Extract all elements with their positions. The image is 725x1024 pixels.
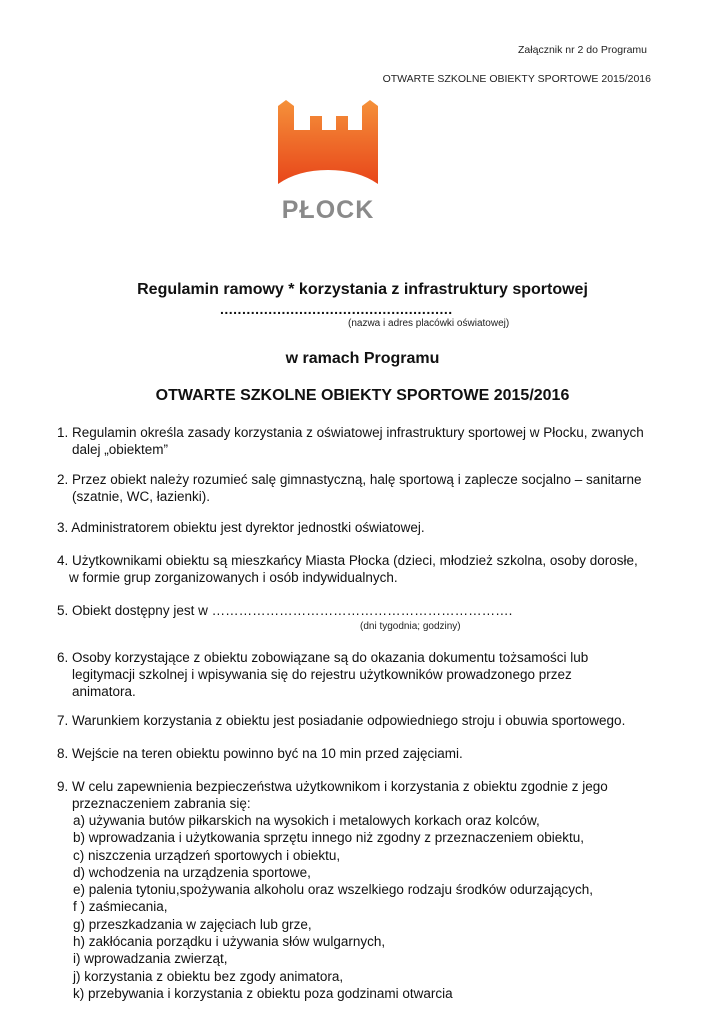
rule-2-line-2: (szatnie, WC, łazienki). xyxy=(72,489,211,504)
list-item: g) przeszkadzania w zajęciach lub grze, xyxy=(73,916,312,932)
rule-4 xyxy=(57,552,685,586)
rule-6 xyxy=(57,649,685,700)
program-header-line: OTWARTE SZKOLNE OBIEKTY SPORTOWE 2015/2016 xyxy=(382,73,651,85)
facility-name-note: (nazwa i adres placówki oświatowej) xyxy=(348,318,510,329)
document-title: Regulamin ramowy * korzystania z infrastruktury sportowej xyxy=(137,281,588,298)
rule-7 xyxy=(57,712,685,729)
list-item: f ) zaśmiecania, xyxy=(73,899,168,915)
rule-4-line-1: 4. Użytkownikami obiektu są mieszkańcy Miasta Płocka (dzieci, młodzież szkolna, osoby dorosłe, xyxy=(57,553,638,568)
plock-logo xyxy=(258,100,398,228)
rule-2 xyxy=(57,471,685,505)
program-title: OTWARTE SZKOLNE OBIEKTY SPORTOWE 2015/2016 xyxy=(155,387,570,404)
list-item: d) wchodzenia na urządzenia sportowe, xyxy=(73,864,311,880)
rule-1-line-1: 1. Regulamin określa zasady korzystania z oświatowej infrastruktury sportowej w Płocku, zwanych xyxy=(57,425,644,440)
rule-4-line-2: w formie grup zorganizowanych i osób indywidualnych. xyxy=(69,570,398,585)
list-item: e) palenia tytoniu,spożywania alkoholu oraz wszelkiego rodzaju środków odurzających, xyxy=(73,882,594,898)
rule-1 xyxy=(57,424,685,458)
rule-2-line-1: 2. Przez obiekt należy rozumieć salę gimnastyczną, halę sportową i zaplecze socjalno – sanitarne xyxy=(57,472,642,487)
rule-6-line-2: legitymacji szkolnej i wpisywania się do rejestru użytkowników prowadzonego przez xyxy=(72,667,572,682)
list-item: b) wprowadzania i użytkowania sprzętu innego niż zgodny z przeznaczeniem obiektu, xyxy=(73,830,585,846)
rule-6-line-3: animatora. xyxy=(72,684,136,699)
annex-label: Załącznik nr 2 do Programu xyxy=(518,44,647,56)
rule-5 xyxy=(57,602,685,619)
rule-8-line-1: 8. Wejście na teren obiektu powinno być na 10 min przed zajęciami. xyxy=(57,746,463,761)
rule-9-line-2: przeznaczeniem zabrania się: xyxy=(72,796,251,811)
document-subtitle: w ramach Programu xyxy=(285,350,440,367)
rule-1-line-2: dalej „obiektem” xyxy=(72,442,169,457)
rule-7-line-1: 7. Warunkiem korzystania z obiektu jest posiadanie odpowiedniego stroju i obuwia sportowego. xyxy=(57,713,626,728)
rule-5-line-1: 5. Obiekt dostępny jest w …………………………………………………………. xyxy=(57,603,513,618)
rule-9 xyxy=(57,778,685,1002)
logo-text: PŁOCK xyxy=(281,196,375,224)
rule-9-prohibitions-list xyxy=(57,812,685,1002)
rule-3 xyxy=(57,519,685,536)
rule-5-note: (dni tygodnia; godziny) xyxy=(360,621,461,632)
list-item: i) wprowadzania zwierząt, xyxy=(73,951,228,967)
rule-8 xyxy=(57,745,685,762)
rule-3-line-1: 3. Administratorem obiektu jest dyrektor jednostki oświatowej. xyxy=(57,520,425,535)
list-item: h) zakłócania porządku i używania słów wulgarnych, xyxy=(73,934,386,950)
list-item: j) korzystania z obiektu bez zgody animatora, xyxy=(73,968,344,984)
rule-6-line-1: 6. Osoby korzystające z obiektu zobowiązane są do okazania dokumentu tożsamości lub xyxy=(57,650,589,665)
facility-name-placeholder: ..................................................... xyxy=(220,301,453,317)
rule-9-line-1: 9. W celu zapewnienia bezpieczeństwa użytkownikom i korzystania z obiektu zgodnie z jego xyxy=(57,779,608,794)
list-item: k) przebywania i korzystania z obiektu poza godzinami otwarcia xyxy=(73,985,453,1001)
plock-castle-icon xyxy=(258,100,398,228)
list-item: c) niszczenia urządzeń sportowych i obiektu, xyxy=(73,847,341,863)
list-item: a) używania butów piłkarskich na wysokich i metalowych korkach oraz kolców, xyxy=(73,813,540,828)
